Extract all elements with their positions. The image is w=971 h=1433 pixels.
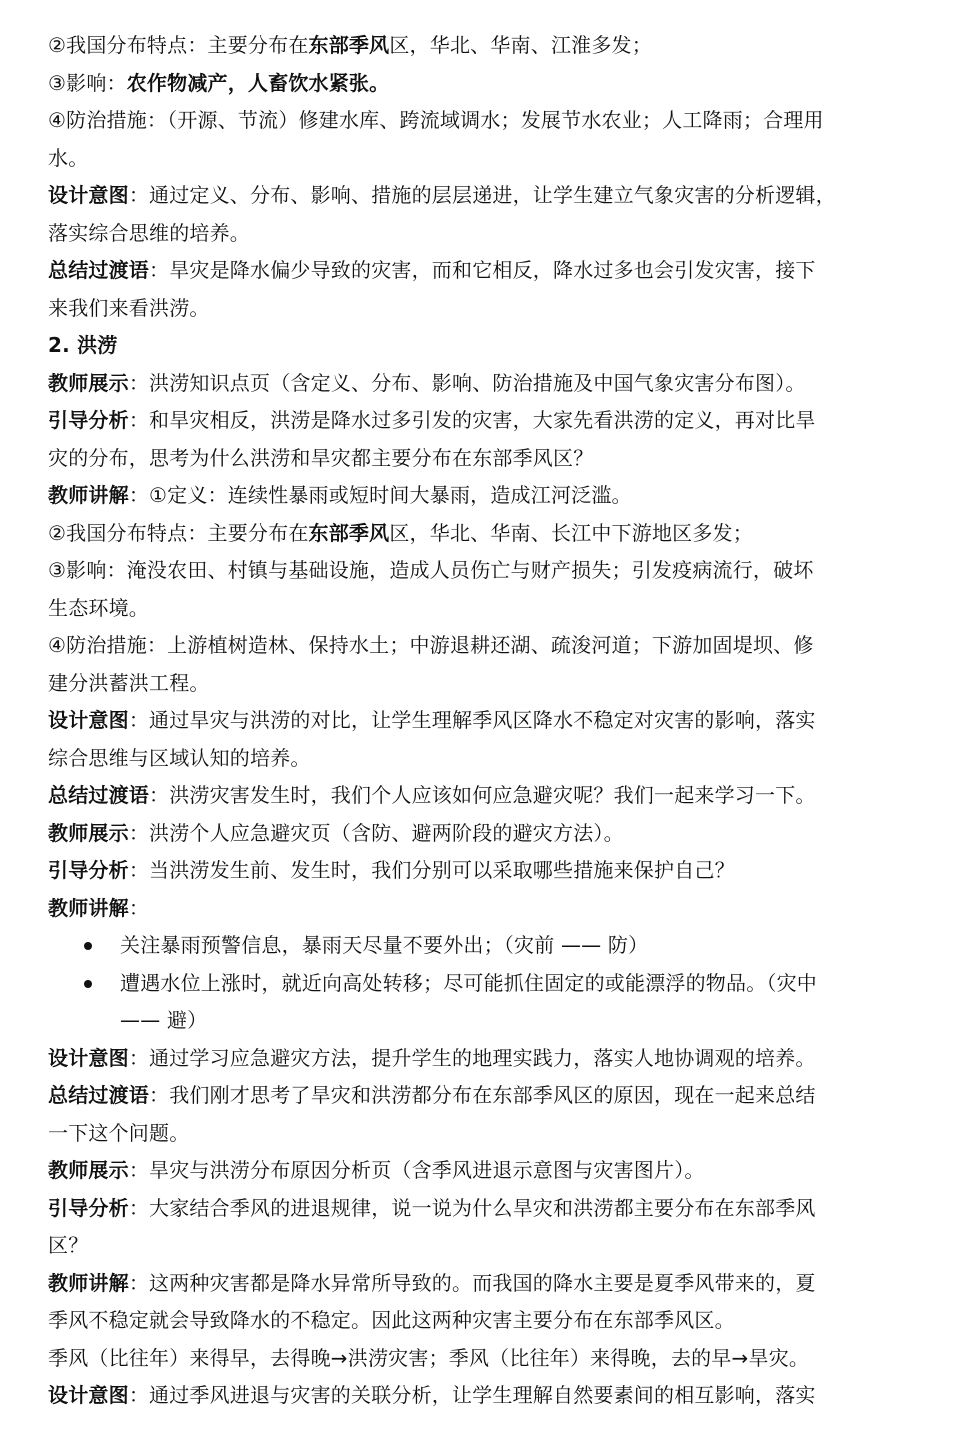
cause-summary: 季风（比往年）来得早，去得晚→洪涝灾害；季风（比往年）来得晚，去的早→旱灾。 [48,1345,810,1370]
flood-design-text: ：通过旱灾与洪涝的对比，让学生理解季风区降水不稳定对灾害的影响，落实 [128,708,816,732]
guide-analysis-label: 引导分析 [48,408,129,432]
drought-impact-prefix: ③影响： [48,70,127,95]
cause-design [48,1377,883,1415]
flood-design-line1 [48,702,883,740]
guide-analysis-label: 引导分析 [48,858,129,882]
drought-transition-line1 [48,252,883,290]
drought-impact-bold: 农作物减产，人畜饮水紧张。 [126,70,390,95]
refuge-bullet2-text: 遭遇水位上涨时，就近向高处转移；尽可能抓住固定的或能漂浮的物品。（灾中 [120,970,817,995]
flood-impact-line1: ③影响：淹没农田、村镇与基础设施，造成人员伤亡与财产损失；引发疫病流行，破坏 [48,558,814,582]
flood-explain [48,477,883,515]
refuge-design [48,1040,883,1078]
flood-measures-line2: 建分洪蓄洪工程。 [48,670,210,695]
flood-transition-text: ：洪涝灾害发生时，我们个人应该如何应急避灾呢？我们一起来学习一下。 [149,783,816,807]
teacher-explain-label: 教师讲解 [48,895,129,920]
transition-label: 总结过渡语 [48,783,149,807]
flood-guide-line2: 灾的分布，思考为什么洪涝和旱灾都主要分布在东部季风区？ [48,445,594,470]
drought-impact [48,65,883,103]
cause-design-text: ：通过季风进退与灾害的关联分析，让学生理解自然要素间的相互影响，落实 [128,1383,816,1407]
refuge-show [48,815,883,853]
refuge-bullet2-line2: —— 避） [120,1008,208,1032]
refuge-transition-line2: 一下这个问题。 [48,1120,190,1145]
flood-transition [48,777,883,815]
drought-measures-line2: 水。 [48,145,89,170]
flood-heading: 2. 洪涝 [48,333,118,357]
flood-guide-text: ：和旱灾相反，洪涝是降水过多引发的灾害，大家先看洪涝的定义，再对比旱 [128,408,816,432]
cause-show-text: ：旱灾与洪涝分布原因分析页（含季风进退示意图与灾害图片）。 [128,1158,705,1182]
list-item [48,927,883,965]
design-intent-label: 设计意图 [48,1045,129,1070]
flood-explain-text: ：①定义：连续性暴雨或短时间大暴雨，造成江河泛滥。 [128,483,632,507]
drought-measures-line1: ④防治措施：（开源、节流）修建水库、跨流域调水；发展节水农业；人工降雨；合理用 [48,108,824,132]
cause-guide-line1 [48,1190,883,1228]
design-intent-label: 设计意图 [48,708,129,732]
refuge-bullet-list [48,927,883,1002]
guide-analysis-label: 引导分析 [48,1195,129,1220]
drought-transition-text: ：旱灾是降水偏少导致的灾害，而和它相反，降水过多也会引发灾害，接下 [149,258,816,282]
drought-distribution-bold: 东部季风 [308,33,390,57]
flood-distribution-bold: 东部季风 [308,520,390,545]
refuge-guide-text: ：当洪涝发生前、发生时，我们分别可以采取哪些措施来保护自己？ [128,858,735,882]
cause-show [48,1152,883,1190]
cause-explain-text: ：这两种灾害都是降水异常所导致的。而我国的降水主要是夏季风带来的，夏 [128,1270,816,1295]
drought-distribution-prefix: ②我国分布特点：主要分布在 [48,33,309,57]
refuge-explain [48,890,883,928]
cause-guide-text: ：大家结合季风的进退规律，说一说为什么旱灾和洪涝都主要分布在东部季风 [128,1195,816,1220]
drought-distribution [48,27,883,65]
refuge-transition-text: ：我们刚才思考了旱灾和洪涝都分布在东部季风区的原因，现在一起来总结 [149,1083,816,1107]
drought-design-text: ：通过定义、分布、影响、措施的层层递进，让学生建立气象灾害的分析逻辑， [128,183,836,207]
teacher-show-label: 教师展示 [48,370,129,395]
transition-label: 总结过渡语 [48,258,149,282]
refuge-show-text: ：洪涝个人应急避灾页（含防、避两阶段的避灾方法）。 [128,820,624,845]
design-intent-label: 设计意图 [48,183,129,207]
cause-guide-line2: 区？ [48,1233,89,1257]
flood-distribution-prefix: ②我国分布特点：主要分布在 [48,520,309,545]
drought-transition-line2: 来我们来看洪涝。 [48,295,210,320]
cause-explain-line1 [48,1265,883,1303]
teacher-show-label: 教师展示 [48,820,129,845]
design-intent-label: 设计意图 [48,1383,129,1407]
bullet-icon [84,942,92,950]
flood-distribution [48,515,883,553]
teacher-explain-label: 教师讲解 [48,483,129,507]
flood-guide-line1 [48,402,883,440]
cause-explain-line2: 季风不稳定就会导致降水的不稳定。因此这两种灾害主要分布在东部季风区。 [48,1308,735,1332]
refuge-explain-colon: ： [128,895,150,920]
refuge-bullet1-text: 关注暴雨预警信息，暴雨天尽量不要外出；（灾前 —— 防） [120,933,649,957]
flood-impact-line2: 生态环境。 [48,595,149,620]
transition-label: 总结过渡语 [48,1083,149,1107]
flood-measures-line1: ④防治措施：上游植树造林、保持水土；中游退耕还湖、疏浚河道；下游加固堤坝、修 [48,633,814,657]
flood-design-line2: 综合思维与区域认知的培养。 [48,745,311,770]
bullet-icon [84,980,92,988]
drought-distribution-suffix: 区，华北、华南、江淮多发； [389,33,652,57]
refuge-transition-line1 [48,1077,883,1115]
refuge-design-text: ：通过学习应急避灾方法，提升学生的地理实践力，落实人地协调观的培养。 [128,1045,816,1070]
flood-show [48,365,883,403]
drought-design-line2: 落实综合思维的培养。 [48,220,250,245]
drought-design-line1 [48,177,883,215]
teacher-show-label: 教师展示 [48,1158,129,1182]
refuge-guide [48,852,883,890]
flood-distribution-suffix: 区，华北、华南、长江中下游地区多发； [389,520,753,545]
teacher-explain-label: 教师讲解 [48,1270,129,1295]
list-item [48,965,883,1003]
flood-show-text: ：洪涝知识点页（含定义、分布、影响、防治措施及中国气象灾害分布图）。 [128,370,806,395]
